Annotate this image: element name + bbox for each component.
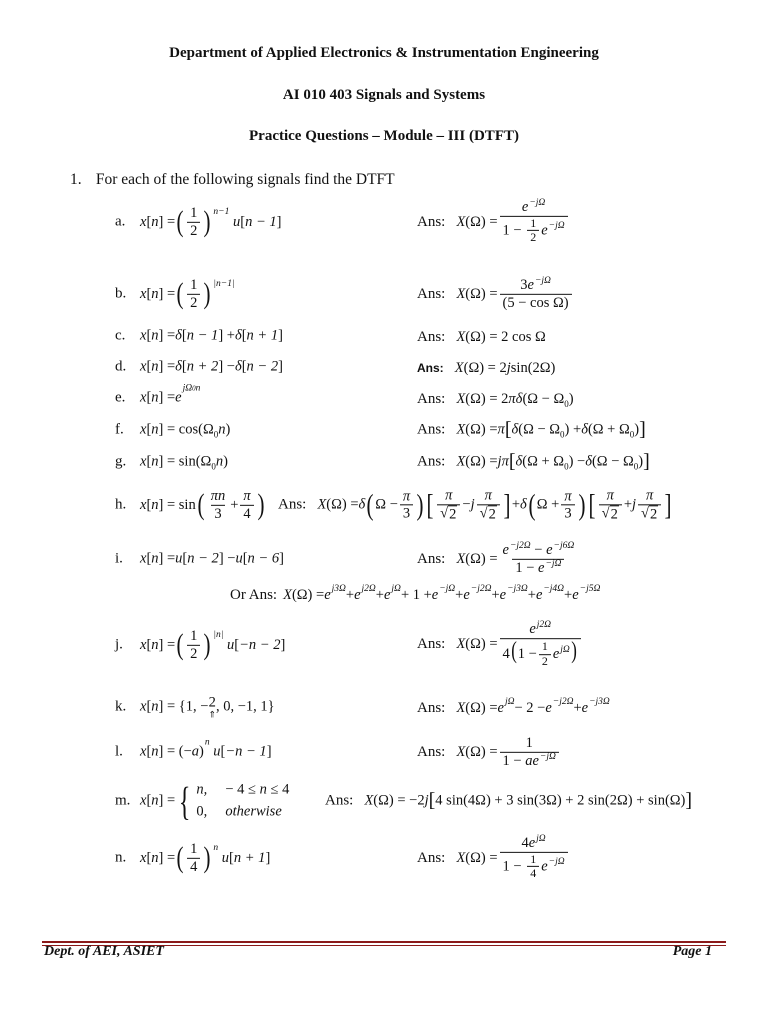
answer-label: Ans:	[278, 496, 307, 513]
answer	[417, 542, 579, 576]
signal-expression: x [ n ] = ( $\frac{1}{4}$ ) n u [ n + 1 ]	[140, 840, 271, 875]
answer-expression: X (Ω) = $e^{-j\Omega}$ 1 − $\frac{1}{2}$ $e^{-j\Omega}$	[456, 199, 569, 245]
answer	[417, 451, 650, 474]
answer-expression: X (Ω) = 2 cos Ω	[456, 329, 546, 345]
signal-expression: x [ n ] = u [ n − 2 ] − u [ n − 6 ]	[140, 550, 284, 567]
answer	[417, 735, 561, 769]
item-i	[0, 537, 768, 581]
item-label: a.	[115, 213, 126, 230]
item-j	[0, 620, 768, 669]
answer-label: Ans:	[417, 743, 446, 760]
course-heading: AI 010 403 Signals and Systems	[282, 87, 486, 103]
item-label: f.	[115, 421, 124, 438]
answer-expression: X (Ω) = e jΩ − 2 − e −j2Ω + e −j3Ω	[456, 696, 610, 716]
answer-label: Ans:	[417, 421, 446, 438]
signal-expression: x [ n ] = cos(Ω 0 n )	[140, 421, 231, 439]
item-label: l.	[115, 743, 123, 760]
answer-expression: X (Ω) = $e^{j2\Omega}$ 4(1 − $\frac{1}{2}$ $e^{j\Omega}$)	[456, 621, 582, 669]
signal-expression: x [ n ] = sin ( $\frac{\pi n}{3}$ + $\frac{\pi}{4}$ )	[140, 487, 265, 522]
signal-expression: x [ n ] = δ [ n + 2 ] − δ [ n − 2 ]	[140, 358, 283, 375]
question-text: For each of the following signals find the DTFT	[95, 171, 395, 188]
answer	[417, 277, 574, 311]
answer-label: Ans:	[417, 849, 446, 866]
item-l	[0, 730, 768, 774]
answer-label: Ans:	[417, 391, 446, 407]
item-label: h.	[115, 496, 127, 513]
item-label: b.	[115, 285, 127, 302]
signal-expression: x [ n ] = ( $\frac{1}{2}$ ) |n−1|	[140, 276, 235, 311]
department-heading: Department of Applied Electronics & Instrumentation Engineering	[169, 45, 599, 61]
answer-expression: X (Ω) = 2 j sin(2Ω)	[454, 360, 556, 376]
signal-expression: x [ n ] = {1, − 2 ⇑ , 0, −1, 1}	[140, 694, 275, 719]
answer-label: Ans:	[417, 550, 446, 567]
footer-department: Dept. of AEI, ASIET	[44, 944, 164, 959]
item-label: j.	[115, 636, 123, 653]
signal-expression: x [ n ] = sin(Ω 0 n )	[140, 453, 228, 471]
question-1	[70, 171, 395, 189]
answer	[417, 326, 546, 346]
answer-expression: X (Ω) = $4e^{j\Omega}$ 1 − $\frac{1}{4}$ $e^{-j\Omega}$	[456, 835, 569, 881]
answer-expression: X (Ω) = −2 j [ 4 sin(4Ω) + 3 sin(3Ω) + 2 sin(2Ω) + sin(Ω) ]	[364, 789, 693, 812]
answer	[417, 199, 570, 245]
answer-expression: X (Ω) = 2 πδ (Ω − Ω 0 )	[456, 391, 574, 409]
answer	[417, 697, 610, 717]
or-answer-label: Or Ans:	[230, 587, 278, 603]
item-label: k.	[115, 698, 127, 715]
item-g	[0, 440, 768, 484]
signal-expression: x [ n ] = (− a ) n u [ −n − 1 ]	[140, 737, 272, 760]
answer-label: Ans:	[417, 361, 444, 375]
answer	[417, 357, 555, 377]
item-a	[0, 197, 768, 245]
answer-expression: X (Ω) = $\frac{3e^{-j\Omega}}{\text{(5 − cos Ω)}}$	[456, 277, 573, 311]
module-heading: Practice Questions – Module – III (DTFT)	[249, 128, 519, 144]
answer	[417, 419, 646, 442]
item-label: i.	[115, 550, 123, 567]
answer-label: Ans:	[417, 213, 446, 230]
signal-expression: x [ n ] = ( $\frac{1}{2}$ ) |n| u [ −n − 2 ]	[140, 627, 286, 662]
signal-expression: x [ n ] = δ [ n − 1 ] + δ [ n + 1 ]	[140, 327, 283, 344]
item-label: e.	[115, 389, 126, 406]
item-label: c.	[115, 327, 126, 344]
item-label: g.	[115, 453, 127, 470]
item-i-alternate-answer: Or Ans: X (Ω) = e j3Ω + e j2Ω + e jΩ + 1 + e −jΩ + e −j2Ω + e −j3Ω + e −j4Ω + e −j5Ω	[230, 583, 601, 603]
answer-label: Ans:	[417, 329, 446, 345]
answer	[417, 835, 570, 881]
footer-page-number: Page 1	[672, 944, 712, 959]
answer	[325, 790, 692, 813]
footer-rule	[42, 941, 726, 943]
answer-expression: X (Ω) = $\frac{1}{1 - ae^{-j\Omega}}$	[456, 735, 560, 769]
item-label: d.	[115, 358, 127, 375]
answer-label: Ans:	[417, 285, 446, 302]
item-m	[0, 779, 768, 823]
signal-expression: x [ n ] = { n, − 4 ≤ n ≤ 4 0, otherwise	[140, 778, 290, 823]
signal-expression: x [ n ] = e jΩ0n	[140, 383, 201, 406]
answer-label: Ans:	[417, 453, 446, 470]
answer	[417, 388, 574, 408]
answer-expression: X (Ω) = π [ δ (Ω − Ω 0 ) + δ (Ω + Ω 0 ) ]	[456, 418, 646, 441]
item-h	[0, 483, 768, 527]
item-label: n.	[115, 849, 127, 866]
answer	[278, 487, 673, 522]
answer-label: Ans:	[417, 636, 446, 653]
item-k	[0, 685, 768, 729]
answer-label: Ans:	[417, 700, 446, 716]
item-label: m.	[115, 792, 131, 809]
answer-expression: X (Ω) = $\frac{e^{-j2\Omega} - e^{-j6\Omega}}{1 - e^{-j\Omega}}$	[456, 540, 575, 576]
answer-expression: X (Ω) = jπ [ δ (Ω + Ω 0 ) − δ (Ω − Ω 0 ) ]	[456, 450, 650, 473]
answer-expression: X (Ω) = δ ( Ω − $\frac{\pi}{3}$ ) [ π √ 2 − j π √ 2 ] + δ ( Ω + $\frac{\pi}{3}$ ) [ π √ 2 + j π √ 2 ]	[317, 487, 672, 522]
item-n	[0, 833, 768, 881]
signal-expression: x [ n ] = ( $\frac{1}{2}$ ) n−1 u [ n − 1 ]	[140, 204, 282, 239]
answer	[417, 621, 583, 669]
answer-label: Ans:	[325, 792, 354, 809]
item-b	[0, 272, 768, 316]
question-number: 1.	[70, 171, 82, 188]
